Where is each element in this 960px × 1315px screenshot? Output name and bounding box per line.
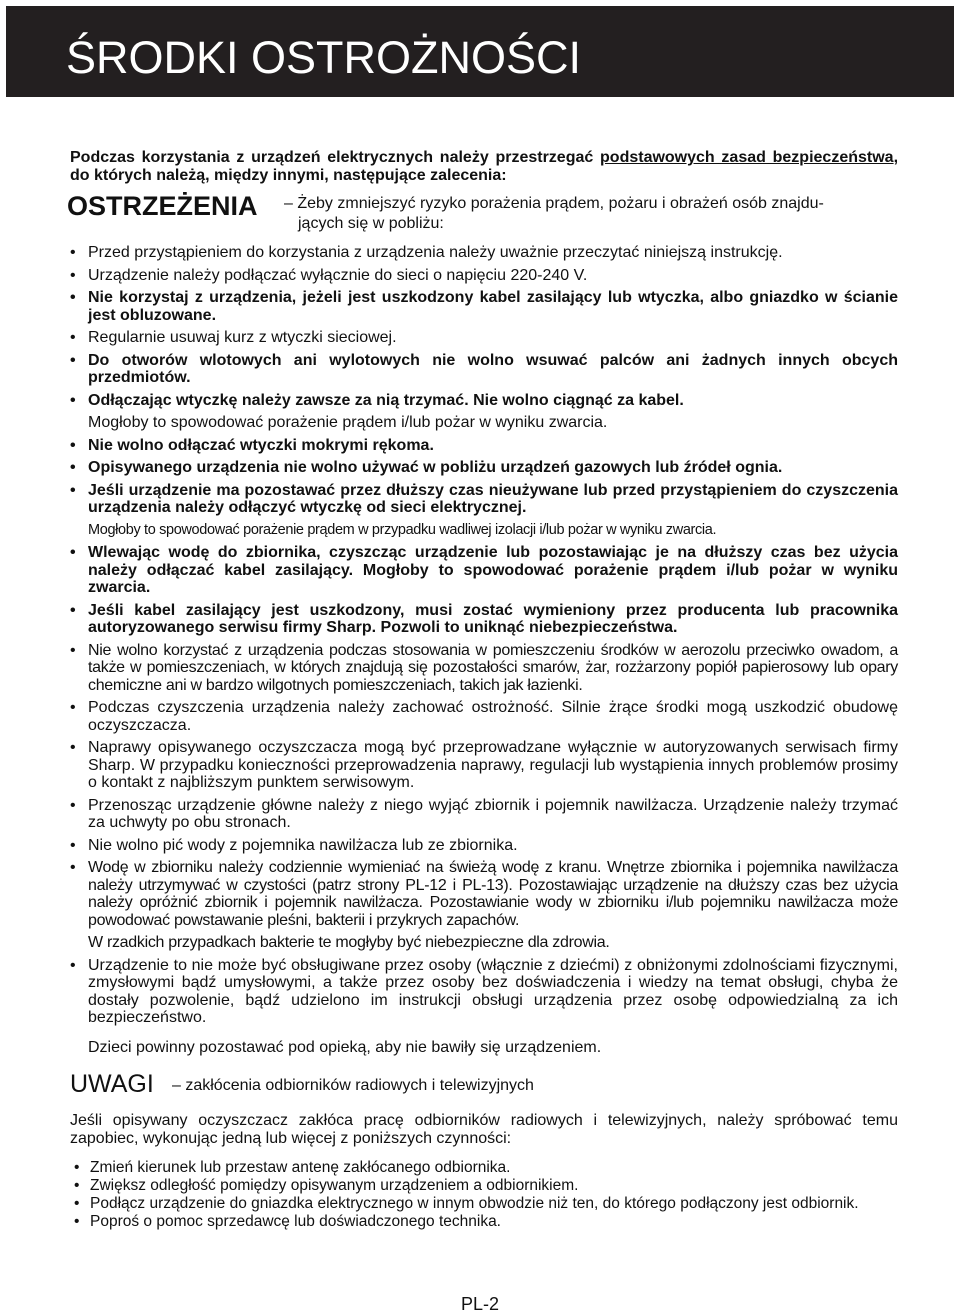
list-item-text: Przed przystąpieniem do korzystania z urządzenia należy uważnie przeczytać niniejszą instrukcję. [88,244,783,261]
notes-heading-row [70,1070,898,1100]
list-item-text: Jeśli urządzenie ma pozostawać przez dłuższy czas nieużywane lub przed przystąpieniem do czyszczenia urządzenia należy odłączyć wtyczkę od sieci elektrycznej. [88,481,898,516]
list-item-text: Zmień kierunek lub przestaw antenę zakłócanego odbiornika. [90,1159,511,1176]
list-item-text: Nie wolno odłączać wtyczki mokrymi rękoma. [88,436,434,454]
bullet-icon: • [70,289,76,306]
list-item [70,482,898,540]
bullet-icon: • [74,1159,80,1176]
list-item [70,739,898,792]
bullet-icon: • [70,699,76,716]
header-banner [6,6,954,97]
list-item [70,352,898,387]
list-item-text: Jeśli kabel zasilający jest uszkodzony, musi zostać wymieniony przez producenta lub pracownika autoryzowanego serwisu firmy Sharp. Pozwoli to uniknąć niebezpieczeństwa. [88,601,898,636]
list-item-text: Wodę w zbiorniku należy codziennie wymieniać na świeżą wodę z kranu. Wnętrze zbiornika i pojemnika nawilżacza należy utrzymywać w czystości (patrz strony PL-12 i PL-13). Pozostawiając urządzenie na dłuższy czas bez użycia należy opróżnić zbiornik i pojemnik nawilżacza. Pozostawianie wody w zbiorniku i/lub pojemniku nawilżacza może powodować powstawanie pleśni, bakterii i przykrych zapachów. [88,859,898,929]
page-number: PL-2 [460,1294,500,1314]
list-item-text: Nie korzystaj z urządzenia, jeżeli jest uszkodzony kabel zasilający lub wtyczka, albo gniazdko w ścianie jest obluzowane. [88,289,898,324]
bullet-icon: • [70,544,76,561]
list-item-text: Nie wolno korzystać z urządzenia podczas stosowania w pomieszczeniu środków w aerozolu przeciwko owadom, a także w pomieszczeniach, w których znajdują się pozostałości smarów, żar, rozżarzony popiół papierosowy lub opary chemiczne ani w bardzo wilgotnych pomieszczeniach, takich jak łazienki. [88,641,898,694]
list-item-note: Dzieci powinny pozostawać pod opieką, aby nie bawiły się urządzeniem. [88,1038,602,1056]
list-item [70,699,898,734]
notes-paragraph: Jeśli opisywany oczyszczacz zakłóca pracę odbiorników radiowych i telewizyjnych, należy spróbować temu zapobiec, wykonując jedną lub więcej z poniższych czynności: [70,1112,898,1147]
list-item [70,329,898,347]
warnings-text-line1: – Żeby zmniejszyć ryzyko porażenia prądem, pożaru i obrażeń osób znajdu- [284,195,824,212]
list-item [70,289,898,324]
list-item [70,459,898,477]
intro-underlined: podstawowych zasad bezpieczeństwa [600,149,894,166]
list-item-text: Przenosząc urządzenie główne należy z niego wyjąć zbiornik i pojemnik nawilżacza. Urządzenie należy trzymać za uchwyty po obu stronach. [88,796,898,831]
bullet-icon: • [74,1195,80,1212]
bullet-icon: • [70,796,76,814]
bullet-icon: • [70,436,76,454]
bullet-icon: • [70,329,76,346]
bullet-icon: • [70,459,76,476]
list-item-text: Regularnie usuwaj kurz z wtyczki sieciowej. [88,329,397,346]
list-item [70,1159,898,1176]
bullet-icon: • [74,1177,80,1194]
bullet-icon: • [70,836,76,854]
list-item [70,859,898,952]
list-item-note: Mogłoby to spowodować porażenie prądem w przypadku wadliwej izolacji i/lub pożar w wyniku zwarcia. [88,521,717,538]
list-item-text: Naprawy opisywanego oczyszczacza mogą być przeprowadzane wyłącznie w autoryzowanych serwisach firmy Sharp. W przypadku konieczności przeprowadzenia naprawy, regulacji lub wystąpienia innych problemów prosimy o kontakt z najbliższym punktem serwisowym. [88,739,898,791]
bullet-icon: • [70,244,76,261]
list-item-text: Wlewając wodę do zbiornika, czyszcząc urządzenie lub pozostawiając je na dłuższy czas bez użycia należy odłączać kabel zasilający. Mogłoby to spowodować porażenie prądem i/lub pożar w wyniku zwarcia. [88,544,898,596]
list-item [70,1177,898,1194]
notes-list [70,1159,898,1230]
list-item [70,837,898,855]
intro-text-end: , do których należą, między innymi, następujące zalecenia: [70,149,899,184]
list-item [70,797,898,832]
warnings-heading-row [67,191,898,234]
bullet-icon: • [70,351,76,369]
list-item-text: Nie wolno pić wody z pojemnika nawilżacza lub ze zbiornika. [88,836,518,854]
list-item-note: W rzadkich przypadkach bakterie te mogłyby być niebezpieczne dla zdrowia. [88,934,610,951]
list-item [70,1195,898,1212]
list-item-note: Mogłoby to spowodować porażenie prądem i/lub pożar w wyniku zwarcia. [88,414,608,431]
list-item-text: Podczas czyszczenia urządzenia należy zachować ostrożność. Silnie żrące środki mogą uszkodzić obudowę oczyszczacza. [88,699,898,734]
list-item-text: Zwiększ odległość pomiędzy opisywanym urządzeniem a odbiornikiem. [90,1177,579,1194]
intro-text-start: Podczas korzystania z urządzeń elektrycznych należy przestrzegać [70,149,601,166]
list-item-text: Urządzenie należy podłączać wyłącznie do sieci o napięciu 220-240 V. [88,266,588,284]
list-item [70,392,898,432]
bullet-icon: • [70,391,76,409]
bullet-icon: • [70,601,76,619]
bullet-icon: • [70,859,76,876]
bullet-icon: • [70,641,76,659]
list-item [70,957,898,1057]
list-item [70,437,898,455]
list-item [70,544,898,597]
bullet-icon: • [70,481,76,499]
list-item [70,267,898,285]
list-item [70,1213,898,1230]
warnings-text [284,194,898,234]
bullet-icon: • [70,956,76,974]
bullet-icon: • [74,1213,80,1230]
bullet-icon: • [70,266,76,284]
warnings-list [70,244,898,1056]
list-item-text: Opisywanego urządzenia nie wolno używać w pobliżu urządzeń gazowych lub źródeł ognia. [88,459,783,476]
document-body [67,149,899,1231]
notes-subtitle: – zakłócenia odbiorników radiowych i telewizyjnych [172,1077,534,1094]
list-item-text: Do otworów wlotowych ani wylotowych nie wolno wsuwać palców ani żadnych innych obcych przedmiotów. [88,351,898,386]
notes-heading: UWAGI [70,1070,154,1098]
list-item [70,602,898,637]
list-item [70,642,898,695]
list-item-text: Poproś o pomoc sprzedawcę lub doświadczonego technika. [90,1213,501,1230]
warnings-text-line2: jących się w pobliżu: [298,215,444,232]
list-item-text: Podłącz urządzenie do gniazdka elektrycznego w innym obwodzie niż ten, do którego podłączony jest odbiornik. [90,1195,859,1212]
list-item-text: Urządzenie to nie może być obsługiwane przez osoby (włącznie z dziećmi) z obniżonymi zdolnościami fizycznymi, zmysłowymi bądź umysłowymi, a także przez osoby bez doświadczenia i wiedzy na temat obsługi, chyba że dostały pozwolenie, bądź udzielono im instrukcji obsługi urządzenia przez osobę odpowiedzialną za ich bezpieczeństwo. [88,956,898,1026]
intro-paragraph [70,149,898,184]
list-item-text: Odłączając wtyczkę należy zawsze za nią trzymać. Nie wolno ciągnąć za kabel. [88,391,684,409]
page-title: ŚRODKI OSTROŻNOŚCI [66,32,582,83]
list-item [70,244,898,262]
bullet-icon: • [70,739,76,756]
warnings-heading: OSTRZEŻENIA [67,191,258,221]
